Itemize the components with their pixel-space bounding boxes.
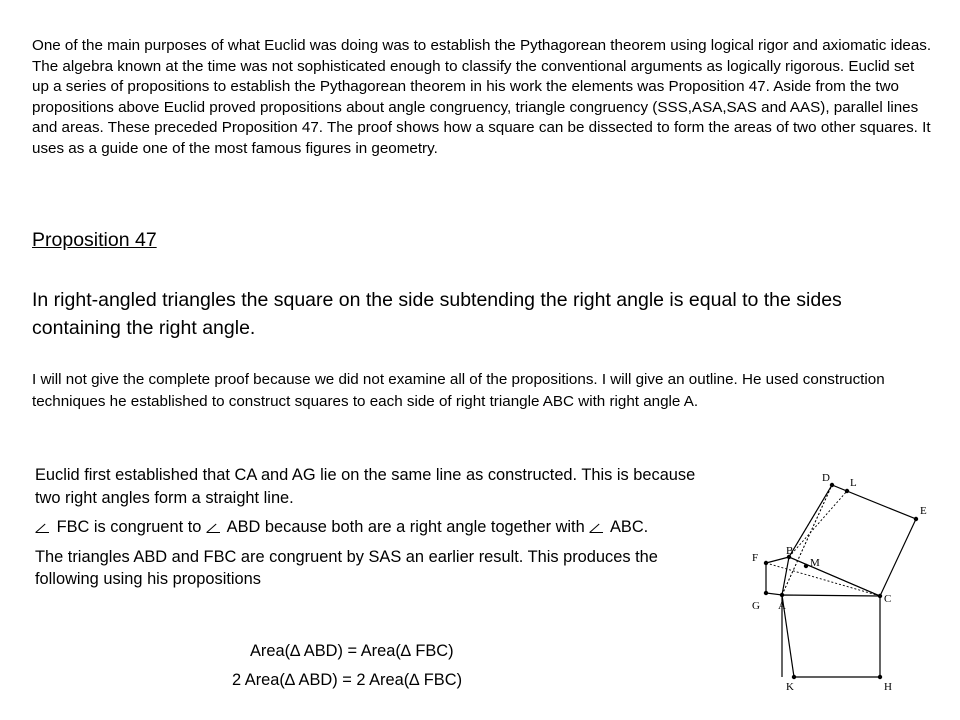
equation-double-area: 2 Area(∆ ABD) = 2 Area(∆ FBC) <box>232 671 463 689</box>
label-d: D <box>822 472 830 484</box>
proposition-statement: In right-angled triangles the square on the side subtending the right angle is equal to the sides containing the right angle. <box>32 289 842 339</box>
angle-icon <box>589 522 603 533</box>
label-k: K <box>786 681 794 693</box>
equation-area: Area(∆ ABD) = Area(∆ FBC) <box>250 642 454 660</box>
hypotenuse-bc <box>789 557 880 596</box>
label-b: B <box>786 545 794 557</box>
pythagoras-figure <box>748 462 948 702</box>
angle-text-part2: ABD because both are a right angle together with <box>226 518 585 536</box>
label-m: M <box>810 557 820 569</box>
line-b-l <box>789 491 847 557</box>
angle-text-part1: FBC is congruent to <box>56 518 202 536</box>
angle-congruence-text <box>35 516 725 539</box>
angle-icon <box>206 522 220 533</box>
proof-steps <box>35 464 725 598</box>
line-a-m <box>782 485 832 595</box>
label-h: H <box>884 681 892 693</box>
label-g: G <box>752 600 760 612</box>
label-a: A <box>778 600 786 612</box>
outline-paragraph: I will not give the complete proof because we did not examine all of the propositions. I will give an outline. He used construction techniques he established to construct squares to each side of right triangle ABC with right angle A. <box>32 371 885 410</box>
line-fact-text: Euclid first established that CA and AG lie on the same line as constructed. This is because two right angles form a straight line. <box>35 466 696 507</box>
square-bc <box>789 485 916 596</box>
angle-icon <box>35 522 49 533</box>
intro-paragraph: One of the main purposes of what Euclid was doing was to establish the Pythagorean theorem using logical rigor and axiomatic ideas. The algebra known at the time was not sophisticated enough to classify the conventional arguments as logically rigorous. Euclid set up a series of propositions to establish the Pythagorean theorem in his work the elements was Proposition 47. Aside from the two propositions above Euclid proved propositions about angle congruency, triangle congruency (SSS,ASA,SAS and AAS), parallel lines and areas. These preceded Proposition 47. The proof shows how a square can be dissected to form the areas of two other squares. It uses as a guide one of the most famous figures in geometry. <box>32 37 932 157</box>
square-ac <box>782 595 880 677</box>
label-f: F <box>752 552 759 564</box>
label-e: E <box>920 505 927 517</box>
proposition-heading: Proposition 47 <box>32 229 157 251</box>
sas-text: The triangles ABD and FBC are congruent by SAS an earlier result. This produces the following using his propositions <box>35 547 658 588</box>
label-c: C <box>884 593 892 605</box>
square-ab <box>766 557 789 595</box>
label-l: L <box>850 477 857 489</box>
angle-text-part3: ABC. <box>609 518 649 536</box>
